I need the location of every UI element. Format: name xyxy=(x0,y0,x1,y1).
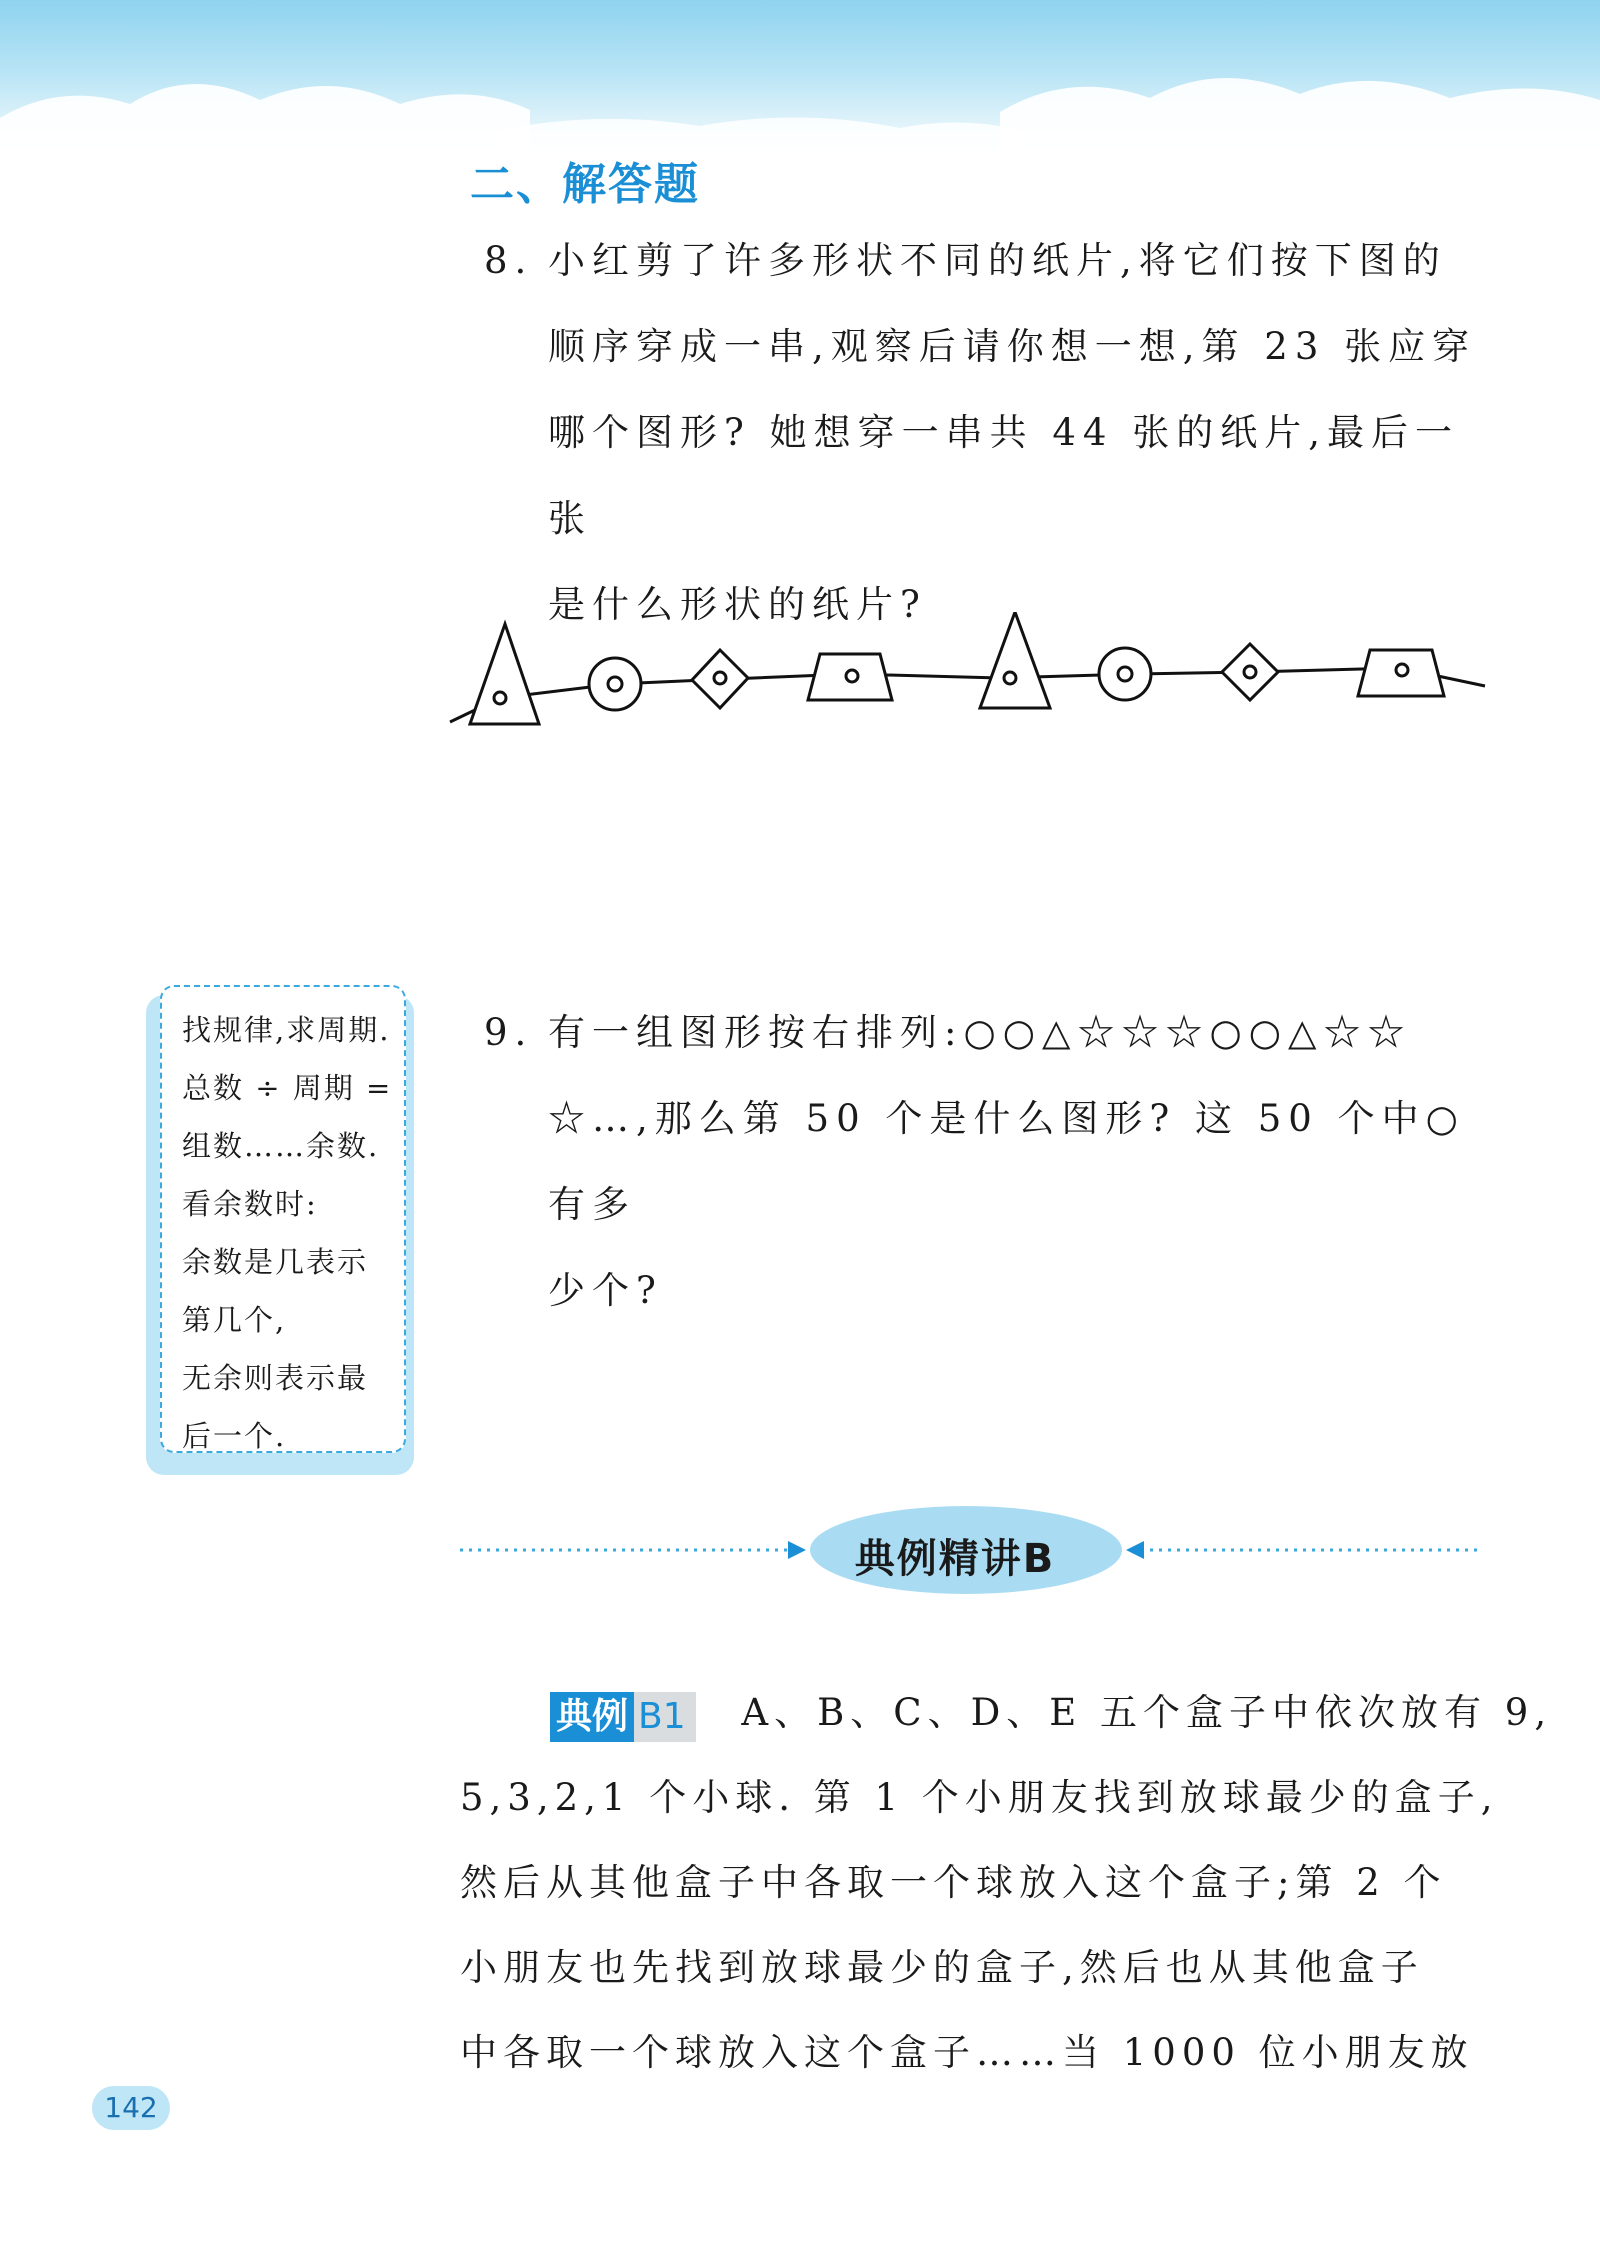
tip-line: 第几个, xyxy=(182,1303,287,1337)
tip-line: 总数 ÷ 周期 = xyxy=(182,1071,393,1105)
chain-shape-trapezoid xyxy=(1358,650,1444,696)
example-b1 xyxy=(460,1670,1553,2095)
tip-line: 余数是几表示 xyxy=(182,1245,369,1279)
chain-shape-diamond xyxy=(692,650,748,708)
tip-box-content xyxy=(160,985,406,1453)
header-sky-decoration xyxy=(0,0,1600,160)
section-title: 二、解答题 xyxy=(470,159,700,210)
problem-line: 有一组图形按右排列:○○△☆☆☆○○△☆☆ xyxy=(548,1011,1412,1054)
tip-line: 组数……余数. xyxy=(182,1129,380,1163)
problem-line: 小红剪了许多形状不同的纸片,将它们按下图的 xyxy=(548,239,1447,282)
problem-number: 9. xyxy=(484,1011,534,1054)
example-line: 中各取一个球放入这个盒子……当 1000 位小朋友放 xyxy=(460,2031,1474,2074)
chain-shape-circle xyxy=(1099,648,1151,700)
tip-box xyxy=(146,985,414,1475)
problem-line: 是什么形状的纸片? xyxy=(548,583,927,626)
problem-line: 哪个图形? 她想穿一串共 44 张的纸片,最后一张 xyxy=(548,411,1459,540)
problem-9 xyxy=(484,990,1488,1334)
tip-line: 看余数时: xyxy=(182,1187,318,1221)
banner-title: 典例精讲B xyxy=(854,1536,1056,1582)
chain-shape-trapezoid xyxy=(808,654,892,700)
problem-8 xyxy=(484,218,1488,648)
shape-chain-figure xyxy=(440,612,1500,742)
chain-shape-triangle xyxy=(980,612,1050,708)
example-line xyxy=(550,1670,1553,1755)
cloud-decoration xyxy=(0,0,1600,160)
example-line-text: A、B、C、D、E 五个盒子中依次放有 9, xyxy=(741,1691,1553,1734)
problem-line: 顺序穿成一串,观察后请你想一想,第 23 张应穿 xyxy=(548,325,1477,368)
arrow-right-icon xyxy=(788,1541,806,1559)
example-line: 然后从其他盒子中各取一个球放入这个盒子;第 2 个 xyxy=(460,1861,1447,1904)
tip-line: 无余则表示最 xyxy=(182,1361,369,1395)
example-tag-sub: B1 xyxy=(634,1692,696,1742)
problem-line: ☆…,那么第 50 个是什么图形? 这 50 个中○有多 xyxy=(548,1097,1465,1226)
example-tag-main: 典例 xyxy=(550,1692,634,1742)
tip-line: 后一个. xyxy=(182,1419,287,1453)
tip-line: 找规律,求周期. xyxy=(182,1013,391,1047)
chain-shape-circle xyxy=(589,658,641,710)
chain-shape-diamond xyxy=(1222,644,1278,700)
arrow-left-icon xyxy=(1126,1541,1144,1559)
chain-shape-triangle xyxy=(470,624,539,724)
problem-number: 8. xyxy=(484,239,534,282)
page-number: 142 xyxy=(92,2086,170,2130)
example-line: 小朋友也先找到放球最少的盒子,然后也从其他盒子 xyxy=(460,1946,1424,1989)
example-line: 5,3,2,1 个小球. 第 1 个小朋友找到放球最少的盒子, xyxy=(460,1776,1499,1819)
example-tag xyxy=(550,1691,696,1741)
problem-line: 少个? xyxy=(548,1269,663,1312)
